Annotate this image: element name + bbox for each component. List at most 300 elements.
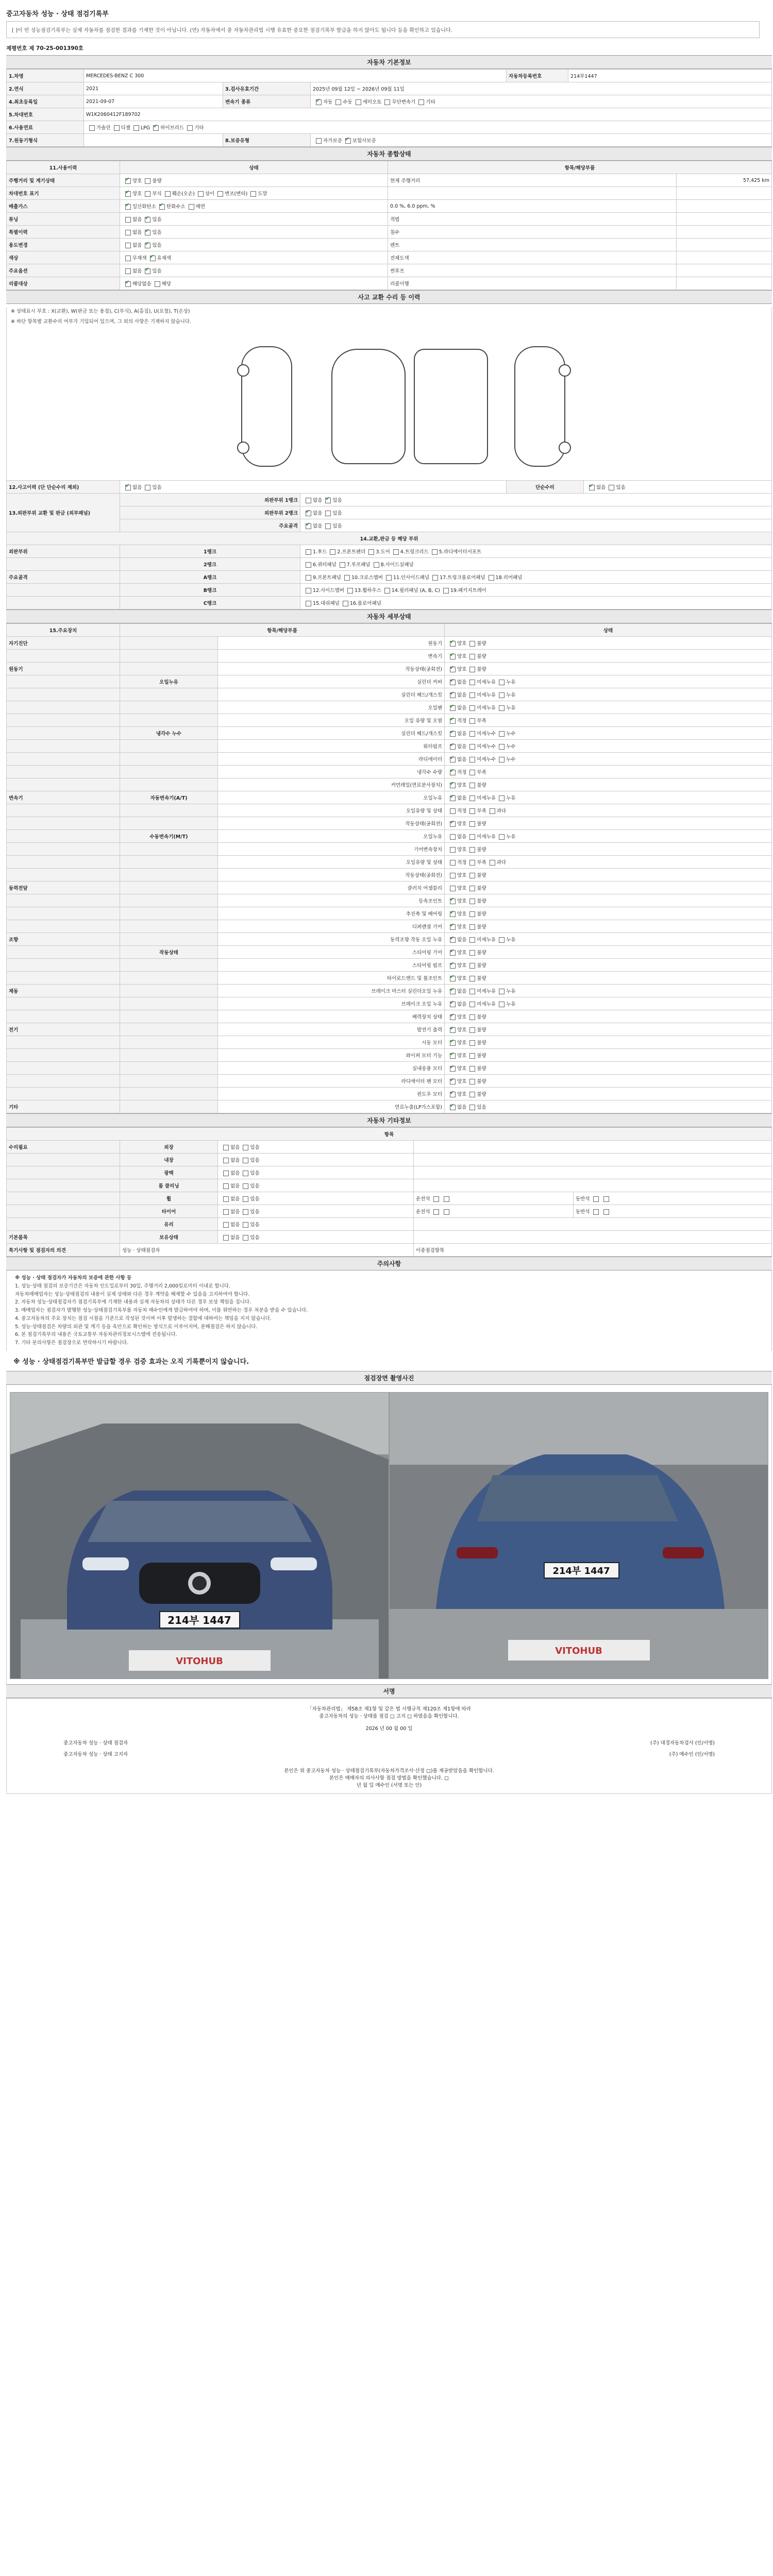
option-label: 있음 [250, 1222, 260, 1228]
checkbox[interactable] [499, 744, 505, 750]
checkbox[interactable] [469, 783, 475, 788]
checkbox[interactable] [499, 705, 505, 711]
checkbox[interactable] [306, 511, 311, 516]
checkbox[interactable] [450, 899, 456, 904]
checkbox[interactable] [153, 125, 159, 131]
checkbox[interactable] [187, 125, 193, 131]
detail-item: 오일유량 및 상태 [218, 804, 445, 817]
detail-row [7, 920, 772, 933]
signature-row-notifier [7, 1748, 771, 1759]
checkbox[interactable] [393, 549, 399, 555]
overall-item-note: 썬루프 [388, 264, 677, 277]
checkbox[interactable] [469, 911, 475, 917]
option-label: 적정 [457, 808, 467, 814]
detail-item: 변속기 [218, 650, 445, 663]
checkbox[interactable] [499, 989, 505, 994]
checkbox[interactable] [499, 731, 505, 737]
overall-row [7, 264, 772, 277]
option-label: 없음 [457, 731, 467, 737]
checkbox[interactable] [145, 485, 150, 490]
detail-group [7, 714, 120, 727]
checkbox[interactable] [223, 1209, 229, 1215]
detail-row [7, 933, 772, 946]
checkbox[interactable] [469, 757, 475, 762]
detail-sub [120, 959, 218, 972]
checkbox[interactable] [469, 1079, 475, 1084]
checkbox[interactable] [450, 963, 456, 969]
checkbox[interactable] [243, 1183, 248, 1189]
checkbox[interactable] [384, 99, 390, 105]
checkbox[interactable] [450, 873, 456, 878]
option-label: 없음 [230, 1158, 240, 1163]
checkbox[interactable] [450, 1040, 456, 1046]
checkbox[interactable] [469, 899, 475, 904]
detail-group [7, 946, 120, 959]
option-label: 미세누유 [477, 834, 496, 840]
checkbox[interactable] [125, 485, 131, 490]
checkbox[interactable] [469, 731, 475, 737]
detail-row [7, 1062, 772, 1075]
checkbox[interactable] [306, 549, 311, 555]
first-reg-date: 2021-09-07 [84, 95, 223, 108]
checkbox[interactable] [145, 243, 150, 248]
option-label: 미세누수 [477, 757, 496, 762]
checkbox[interactable] [450, 1014, 456, 1020]
checkbox[interactable] [243, 1145, 248, 1150]
detail-sub [120, 817, 218, 830]
checkbox[interactable] [469, 1053, 475, 1059]
checkbox[interactable] [450, 808, 456, 814]
option-label: 양호 [457, 963, 467, 969]
checkbox[interactable] [125, 217, 131, 223]
checkbox[interactable] [490, 860, 495, 866]
checkbox[interactable] [330, 549, 335, 555]
checkbox[interactable] [450, 654, 456, 659]
checkbox[interactable] [469, 795, 475, 801]
option-label: 수동 [343, 99, 352, 105]
overall-row [7, 251, 772, 264]
checkbox[interactable] [469, 976, 475, 981]
option-label: 불량 [477, 1053, 486, 1059]
overall-item-note: 0.0 %, 6.0 ppm, % [388, 200, 677, 213]
section-photo-heading: 점검장면 촬영사진 [6, 1371, 772, 1385]
checkbox[interactable] [145, 268, 150, 274]
checkbox[interactable] [469, 654, 475, 659]
option-label: 없음 [132, 268, 142, 274]
checkbox[interactable] [340, 562, 345, 568]
overall-item-value [677, 213, 772, 226]
option-label: 적정 [457, 718, 467, 724]
detail-sub [120, 650, 218, 663]
checkbox[interactable] [306, 588, 311, 594]
detail-item: 실린더 커버 [218, 675, 445, 688]
checkbox[interactable] [469, 770, 475, 775]
checkbox[interactable] [125, 268, 131, 274]
overall-item-value [677, 200, 772, 213]
checkbox[interactable] [469, 1002, 475, 1007]
checkbox[interactable] [450, 641, 456, 647]
checkbox[interactable] [450, 692, 456, 698]
checkbox[interactable] [306, 562, 311, 568]
checkbox[interactable] [450, 680, 456, 685]
checkbox[interactable] [306, 498, 311, 503]
checkbox[interactable] [243, 1158, 248, 1163]
option-label: 없음 [230, 1183, 240, 1189]
checkbox[interactable] [469, 937, 475, 943]
detail-item: 오일 유량 및 오염 [218, 714, 445, 727]
checkbox[interactable] [450, 1002, 456, 1007]
checkbox[interactable] [469, 808, 475, 814]
detail-options [445, 1075, 772, 1088]
checkbox[interactable] [450, 976, 456, 981]
checkbox[interactable] [489, 575, 494, 581]
option-label: 있음 [250, 1145, 260, 1150]
checkbox[interactable] [450, 937, 456, 943]
detail-group [7, 675, 120, 688]
detail-group [7, 817, 120, 830]
photo-row [6, 1385, 772, 1684]
overall-item-note: 렌트 [388, 239, 677, 251]
checkbox[interactable] [125, 256, 131, 261]
detail-group [7, 753, 120, 766]
checkbox[interactable] [306, 601, 311, 606]
detail-sub [120, 663, 218, 675]
checkbox[interactable] [368, 549, 374, 555]
option-label: 불량 [477, 641, 486, 647]
checkbox[interactable] [343, 601, 348, 606]
checkbox[interactable] [499, 757, 505, 762]
detail-options [445, 791, 772, 804]
checkbox[interactable] [125, 230, 131, 235]
signature-line-2: 중고자동차의 성능 · 상태를 점검 □ 고지 □ 하였음을 확인합니다. [319, 1713, 459, 1719]
checkbox[interactable] [450, 834, 456, 840]
checkbox[interactable] [450, 731, 456, 737]
checkbox[interactable] [345, 138, 351, 144]
detail-options [445, 843, 772, 856]
checkbox[interactable] [469, 963, 475, 969]
checkbox[interactable] [125, 243, 131, 248]
checkbox[interactable] [469, 924, 475, 930]
checkbox[interactable] [125, 178, 131, 184]
checkbox[interactable] [450, 1053, 456, 1059]
checkbox[interactable] [145, 191, 150, 197]
checkbox[interactable] [223, 1158, 229, 1163]
legend-line-2: ※ 하단 항목별 교환수리 여부가 기입되어 있으며, 그 외의 사항은 기재하지 않습니다. [11, 319, 192, 325]
detail-group [7, 1010, 120, 1023]
checkbox[interactable] [335, 99, 341, 105]
checkbox[interactable] [499, 692, 505, 698]
option-label: 양호 [457, 783, 467, 788]
option-label: 양호 [457, 1040, 467, 1046]
detail-row [7, 1100, 772, 1113]
checkbox[interactable] [450, 911, 456, 917]
checkbox[interactable] [450, 1105, 456, 1110]
checkbox[interactable] [469, 667, 475, 672]
checkbox[interactable] [589, 485, 595, 490]
detail-group [7, 766, 120, 778]
option-label: 과다 [496, 808, 507, 814]
checkbox[interactable] [223, 1235, 229, 1241]
checkbox[interactable] [443, 588, 449, 594]
checkbox[interactable] [469, 1027, 475, 1033]
checkbox[interactable] [469, 886, 475, 891]
option-label: 없음 [457, 705, 467, 711]
checkbox[interactable] [450, 718, 456, 724]
option-label: 있음 [250, 1209, 260, 1215]
option-label: 있음 [616, 485, 626, 490]
checkbox[interactable] [469, 641, 475, 647]
checkbox[interactable] [603, 1196, 609, 1202]
detail-item: 오일누유 [218, 791, 445, 804]
detail-group [7, 1088, 120, 1100]
overall-item-label: 배출가스 [7, 200, 120, 213]
part-label: 1.후드 [313, 549, 327, 555]
option-label: 불량 [477, 667, 486, 672]
option-label: 양호 [457, 641, 467, 647]
overall-item-note: 적법 [388, 213, 677, 226]
checkbox[interactable] [356, 99, 361, 105]
checkbox[interactable] [125, 281, 131, 287]
checkbox[interactable] [450, 924, 456, 930]
option-label: 있음 [152, 485, 162, 490]
checkbox[interactable] [432, 575, 438, 581]
detail-group [7, 1049, 120, 1062]
detail-sub [120, 1100, 218, 1113]
detail-group: 원동기 [7, 663, 120, 675]
detail-sub [120, 637, 218, 650]
checkbox[interactable] [444, 1209, 449, 1215]
checkbox[interactable] [418, 99, 424, 105]
checkbox[interactable] [469, 744, 475, 750]
checkbox[interactable] [133, 125, 139, 131]
checkbox[interactable] [450, 1066, 456, 1072]
checkbox[interactable] [450, 1092, 456, 1097]
checkbox[interactable] [325, 511, 331, 516]
checkbox[interactable] [469, 1040, 475, 1046]
checkbox[interactable] [469, 989, 475, 994]
checkbox[interactable] [499, 834, 505, 840]
detail-group [7, 830, 120, 843]
checkbox[interactable] [469, 1092, 475, 1097]
note-item: 7. 기타 문의사항은 점검장으로 연락하시기 바랍니다. [15, 1340, 128, 1346]
checkbox[interactable] [374, 562, 379, 568]
checkbox[interactable] [125, 191, 131, 197]
detail-sub [120, 1036, 218, 1049]
other-group [7, 1154, 120, 1166]
checkbox[interactable] [386, 575, 392, 581]
detail-sub [120, 997, 218, 1010]
checkbox[interactable] [250, 191, 256, 197]
checkbox[interactable] [223, 1171, 229, 1176]
detail-item: 추진축 및 베어링 [218, 907, 445, 920]
other-row [7, 1154, 772, 1166]
checkbox[interactable] [223, 1222, 229, 1228]
other-row [7, 1141, 772, 1154]
checkbox[interactable] [450, 705, 456, 711]
checkbox[interactable] [450, 770, 456, 775]
option-label: 있음 [152, 268, 162, 274]
checkbox[interactable] [469, 705, 475, 711]
vin-number: W1K2060412F189702 [84, 108, 772, 121]
option-label: 없음 [230, 1235, 240, 1241]
car-diagrams [7, 326, 771, 480]
other-group [7, 1205, 120, 1218]
first-reg-label: 4.최초등록일 [7, 95, 84, 108]
overall-col-note: 항목/해당부품 [388, 161, 772, 174]
checkbox[interactable] [347, 588, 353, 594]
checkbox[interactable] [433, 1196, 439, 1202]
checkbox[interactable] [469, 860, 475, 866]
checkbox[interactable] [384, 588, 390, 594]
parts-rank: A랭크 [120, 571, 300, 584]
checkbox[interactable] [469, 692, 475, 698]
checkbox[interactable] [325, 498, 331, 503]
option-label: 없음 [457, 989, 467, 994]
checkbox[interactable] [198, 191, 204, 197]
checkbox[interactable] [243, 1196, 248, 1202]
detail-sub [120, 1088, 218, 1100]
checkbox[interactable] [450, 1027, 456, 1033]
plate-label: 자동차등록번호 [507, 70, 568, 82]
detail-item: 오일유량 및 상태 [218, 856, 445, 869]
checkbox[interactable] [499, 1002, 505, 1007]
checkbox[interactable] [243, 1171, 248, 1176]
checkbox[interactable] [433, 1209, 439, 1215]
checkbox[interactable] [603, 1209, 609, 1215]
checkbox[interactable] [432, 549, 438, 555]
checkbox[interactable] [223, 1183, 229, 1189]
rank-label: 외판부위 1랭크 [120, 494, 300, 506]
option-label: 양호 [457, 924, 467, 930]
checkbox[interactable] [469, 873, 475, 878]
checkbox[interactable] [609, 485, 614, 490]
part-label: 16.플로어패널 [349, 601, 381, 606]
option-label: 양호 [457, 1066, 467, 1072]
checkbox[interactable] [469, 950, 475, 956]
detail-group [7, 778, 120, 791]
checkbox[interactable] [125, 204, 131, 210]
checkbox[interactable] [450, 860, 456, 866]
checkbox[interactable] [469, 847, 475, 853]
detail-options [445, 997, 772, 1010]
checkbox[interactable] [114, 125, 120, 131]
checkbox[interactable] [243, 1209, 248, 1215]
detail-options [445, 817, 772, 830]
checkbox[interactable] [450, 795, 456, 801]
section-notes-heading: 주의사항 [6, 1257, 772, 1270]
checkbox[interactable] [450, 886, 456, 891]
checkbox[interactable] [155, 281, 160, 287]
signature-block [6, 1698, 772, 1794]
checkbox[interactable] [223, 1196, 229, 1202]
checkbox[interactable] [469, 680, 475, 685]
checkbox[interactable] [450, 757, 456, 762]
checkbox[interactable] [165, 191, 171, 197]
checkbox[interactable] [450, 989, 456, 994]
detail-sub [120, 856, 218, 869]
checkbox[interactable] [150, 256, 156, 261]
detail-group: 전기 [7, 1023, 120, 1036]
checkbox[interactable] [450, 667, 456, 672]
checkbox[interactable] [450, 1079, 456, 1084]
overall-col-item: 11.사용이력 [7, 161, 120, 174]
checkbox[interactable] [159, 204, 165, 210]
detail-group [7, 997, 120, 1010]
checkbox[interactable] [145, 178, 150, 184]
checkbox[interactable] [450, 783, 456, 788]
overall-item-options [120, 251, 388, 264]
option-label: 도말 [258, 191, 267, 197]
detail-options [445, 830, 772, 843]
detail-item: 냉각수 수량 [218, 766, 445, 778]
checkbox[interactable] [469, 718, 475, 724]
detail-item: 와이퍼 모터 기능 [218, 1049, 445, 1062]
checkbox[interactable] [217, 191, 223, 197]
checkbox[interactable] [223, 1145, 229, 1150]
detail-options [445, 933, 772, 946]
checkbox[interactable] [306, 523, 311, 529]
overall-item-note: 현재 주행거리 [388, 174, 677, 187]
rank-row [7, 519, 772, 532]
rank-options [300, 519, 772, 532]
overall-item-note: 전체도색 [388, 251, 677, 264]
detail-col-part: 항목/해당부품 [120, 624, 445, 637]
checkbox[interactable] [450, 950, 456, 956]
checkbox[interactable] [499, 937, 505, 943]
checkbox[interactable] [450, 744, 456, 750]
checkbox[interactable] [499, 795, 505, 801]
detail-item: 원동기 [218, 637, 445, 650]
wheel-icon [559, 442, 571, 454]
checkbox[interactable] [450, 821, 456, 827]
part-label: 3.도어 [376, 549, 390, 555]
checkbox[interactable] [243, 1222, 248, 1228]
checkbox[interactable] [306, 575, 311, 581]
checkbox[interactable] [593, 1209, 599, 1215]
checkbox[interactable] [499, 680, 505, 685]
option-label: 있음 [250, 1235, 260, 1241]
checkbox[interactable] [316, 99, 322, 105]
option-label: 양호 [457, 1079, 467, 1084]
rank-row [7, 494, 772, 506]
checkbox[interactable] [189, 204, 194, 210]
checkbox[interactable] [469, 821, 475, 827]
checkbox[interactable] [316, 138, 322, 144]
checkbox[interactable] [469, 1105, 475, 1110]
detail-row [7, 1023, 772, 1036]
checkbox[interactable] [243, 1235, 248, 1241]
checkbox[interactable] [145, 230, 150, 235]
checkbox[interactable] [344, 575, 350, 581]
detail-row [7, 727, 772, 740]
checkbox[interactable] [450, 847, 456, 853]
overall-item-label: 차대번호 표기 [7, 187, 120, 200]
checkbox[interactable] [89, 125, 95, 131]
checkbox[interactable] [469, 1014, 475, 1020]
detail-item: 브레이크 마스터 실린더오일 누유 [218, 985, 445, 997]
checkbox[interactable] [145, 217, 150, 223]
checkbox[interactable] [325, 523, 331, 529]
front-plate-text: 214부 1447 [167, 1614, 231, 1626]
option-label: 없음 [457, 692, 467, 698]
checkbox[interactable] [469, 1066, 475, 1072]
checkbox[interactable] [444, 1196, 449, 1202]
overall-item-options [120, 277, 388, 290]
checkbox[interactable] [593, 1196, 599, 1202]
checkbox[interactable] [490, 808, 495, 814]
option-label: 있음 [250, 1183, 260, 1189]
checkbox[interactable] [469, 834, 475, 840]
